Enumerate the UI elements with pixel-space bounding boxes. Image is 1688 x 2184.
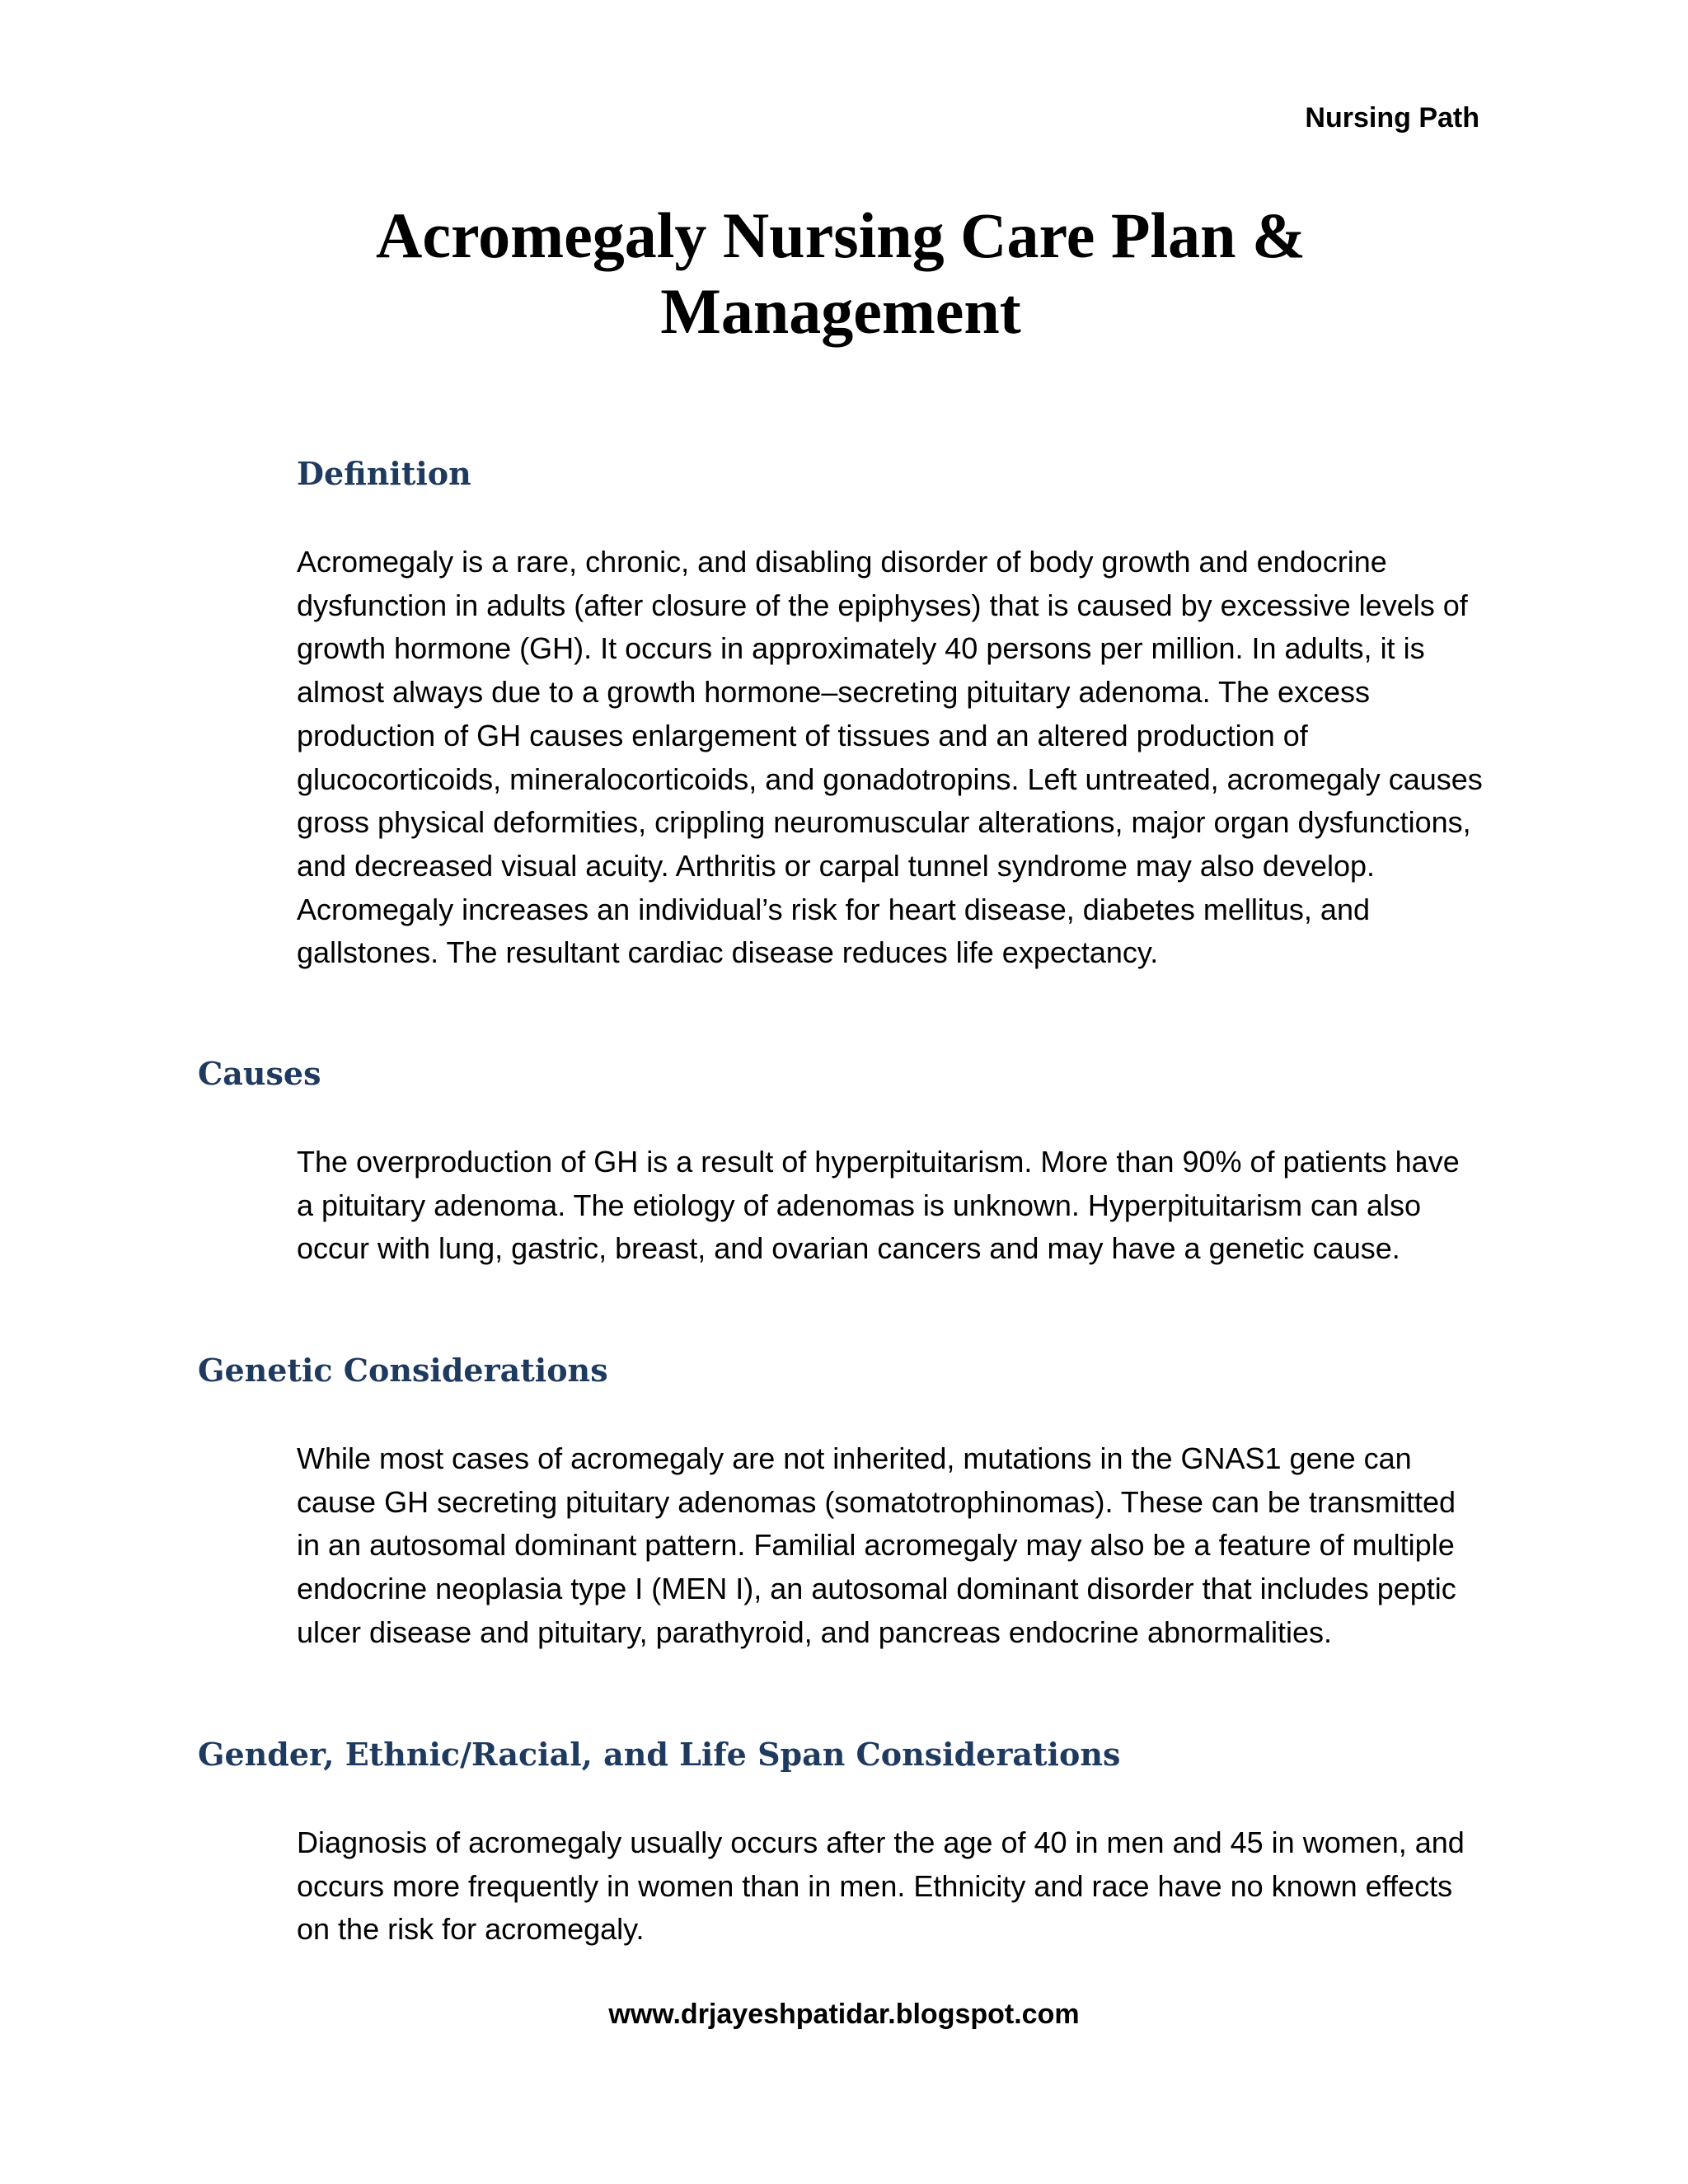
section-text-demographics: Diagnosis of acromegaly usually occurs after the age of 40 in men and 45 in women, and occurs more frequently in women than in men. Ethnicity and race have no known effects on the risk for acromegaly. [297,1825,1465,1947]
section-heading-genetic: Genetic Considerations [198,1352,608,1389]
section-text-definition: Acromegaly is a rare, chronic, and disabling disorder of body growth and endocrine dysfunction in adults (after closure of the epiphyses) that is caused by excessive levels of growth hormone (GH). It occurs in approximately 40 persons per million. In adults, it is almost always due to a growth hormone–secreting pituitary adenoma. The excess production of GH causes enlargement of tissues and an altered production of glucocorticoids, mineralocorticoids, and gonadotropins. Left untreated, acromegaly causes gross physical deformities, crippling neuromuscular alterations, major organ dysfunctions, and decreased visual acuity. Arthritis or carpal tunnel syndrome may also develop. Acromegaly increases an individual’s risk for heart disease, diabetes mellitus, and gallstones. The resultant cardiac disease reduces life expectancy. [297,545,1483,970]
section-heading-definition: Definition [297,455,471,492]
section-heading-demographics: Gender, Ethnic/Racial, and Life Span Considerations [198,1736,1121,1773]
section-text-causes: The overproduction of GH is a result of hyperpituitarism. More than 90% of patients have a pituitary adenoma. The etiology of adenomas is unknown. Hyperpituitarism can also occur with lung, gastric, breast, and ovarian cancers and may have a genetic cause. [297,1145,1460,1266]
page-title: Acromegaly Nursing Care Plan & Management [376,199,1306,347]
footer-url: www.drjayeshpatidar.blogspot.com [608,1999,1080,2030]
section-heading-causes: Causes [198,1055,321,1092]
section-text-genetic: While most cases of acromegaly are not inherited, mutations in the GNAS1 gene can cause GH secreting pituitary adenomas (somatotrophinomas). These can be transmitted in an autosomal dominant pattern. Familial acromegaly may also be a feature of multiple endocrine neoplasia type I (MEN I), an autosomal dominant disorder that includes peptic ulcer disease and pituitary, parathyroid, and pancreas endocrine abnormalities. [297,1441,1456,1649]
running-header: Nursing Path [1305,102,1479,134]
